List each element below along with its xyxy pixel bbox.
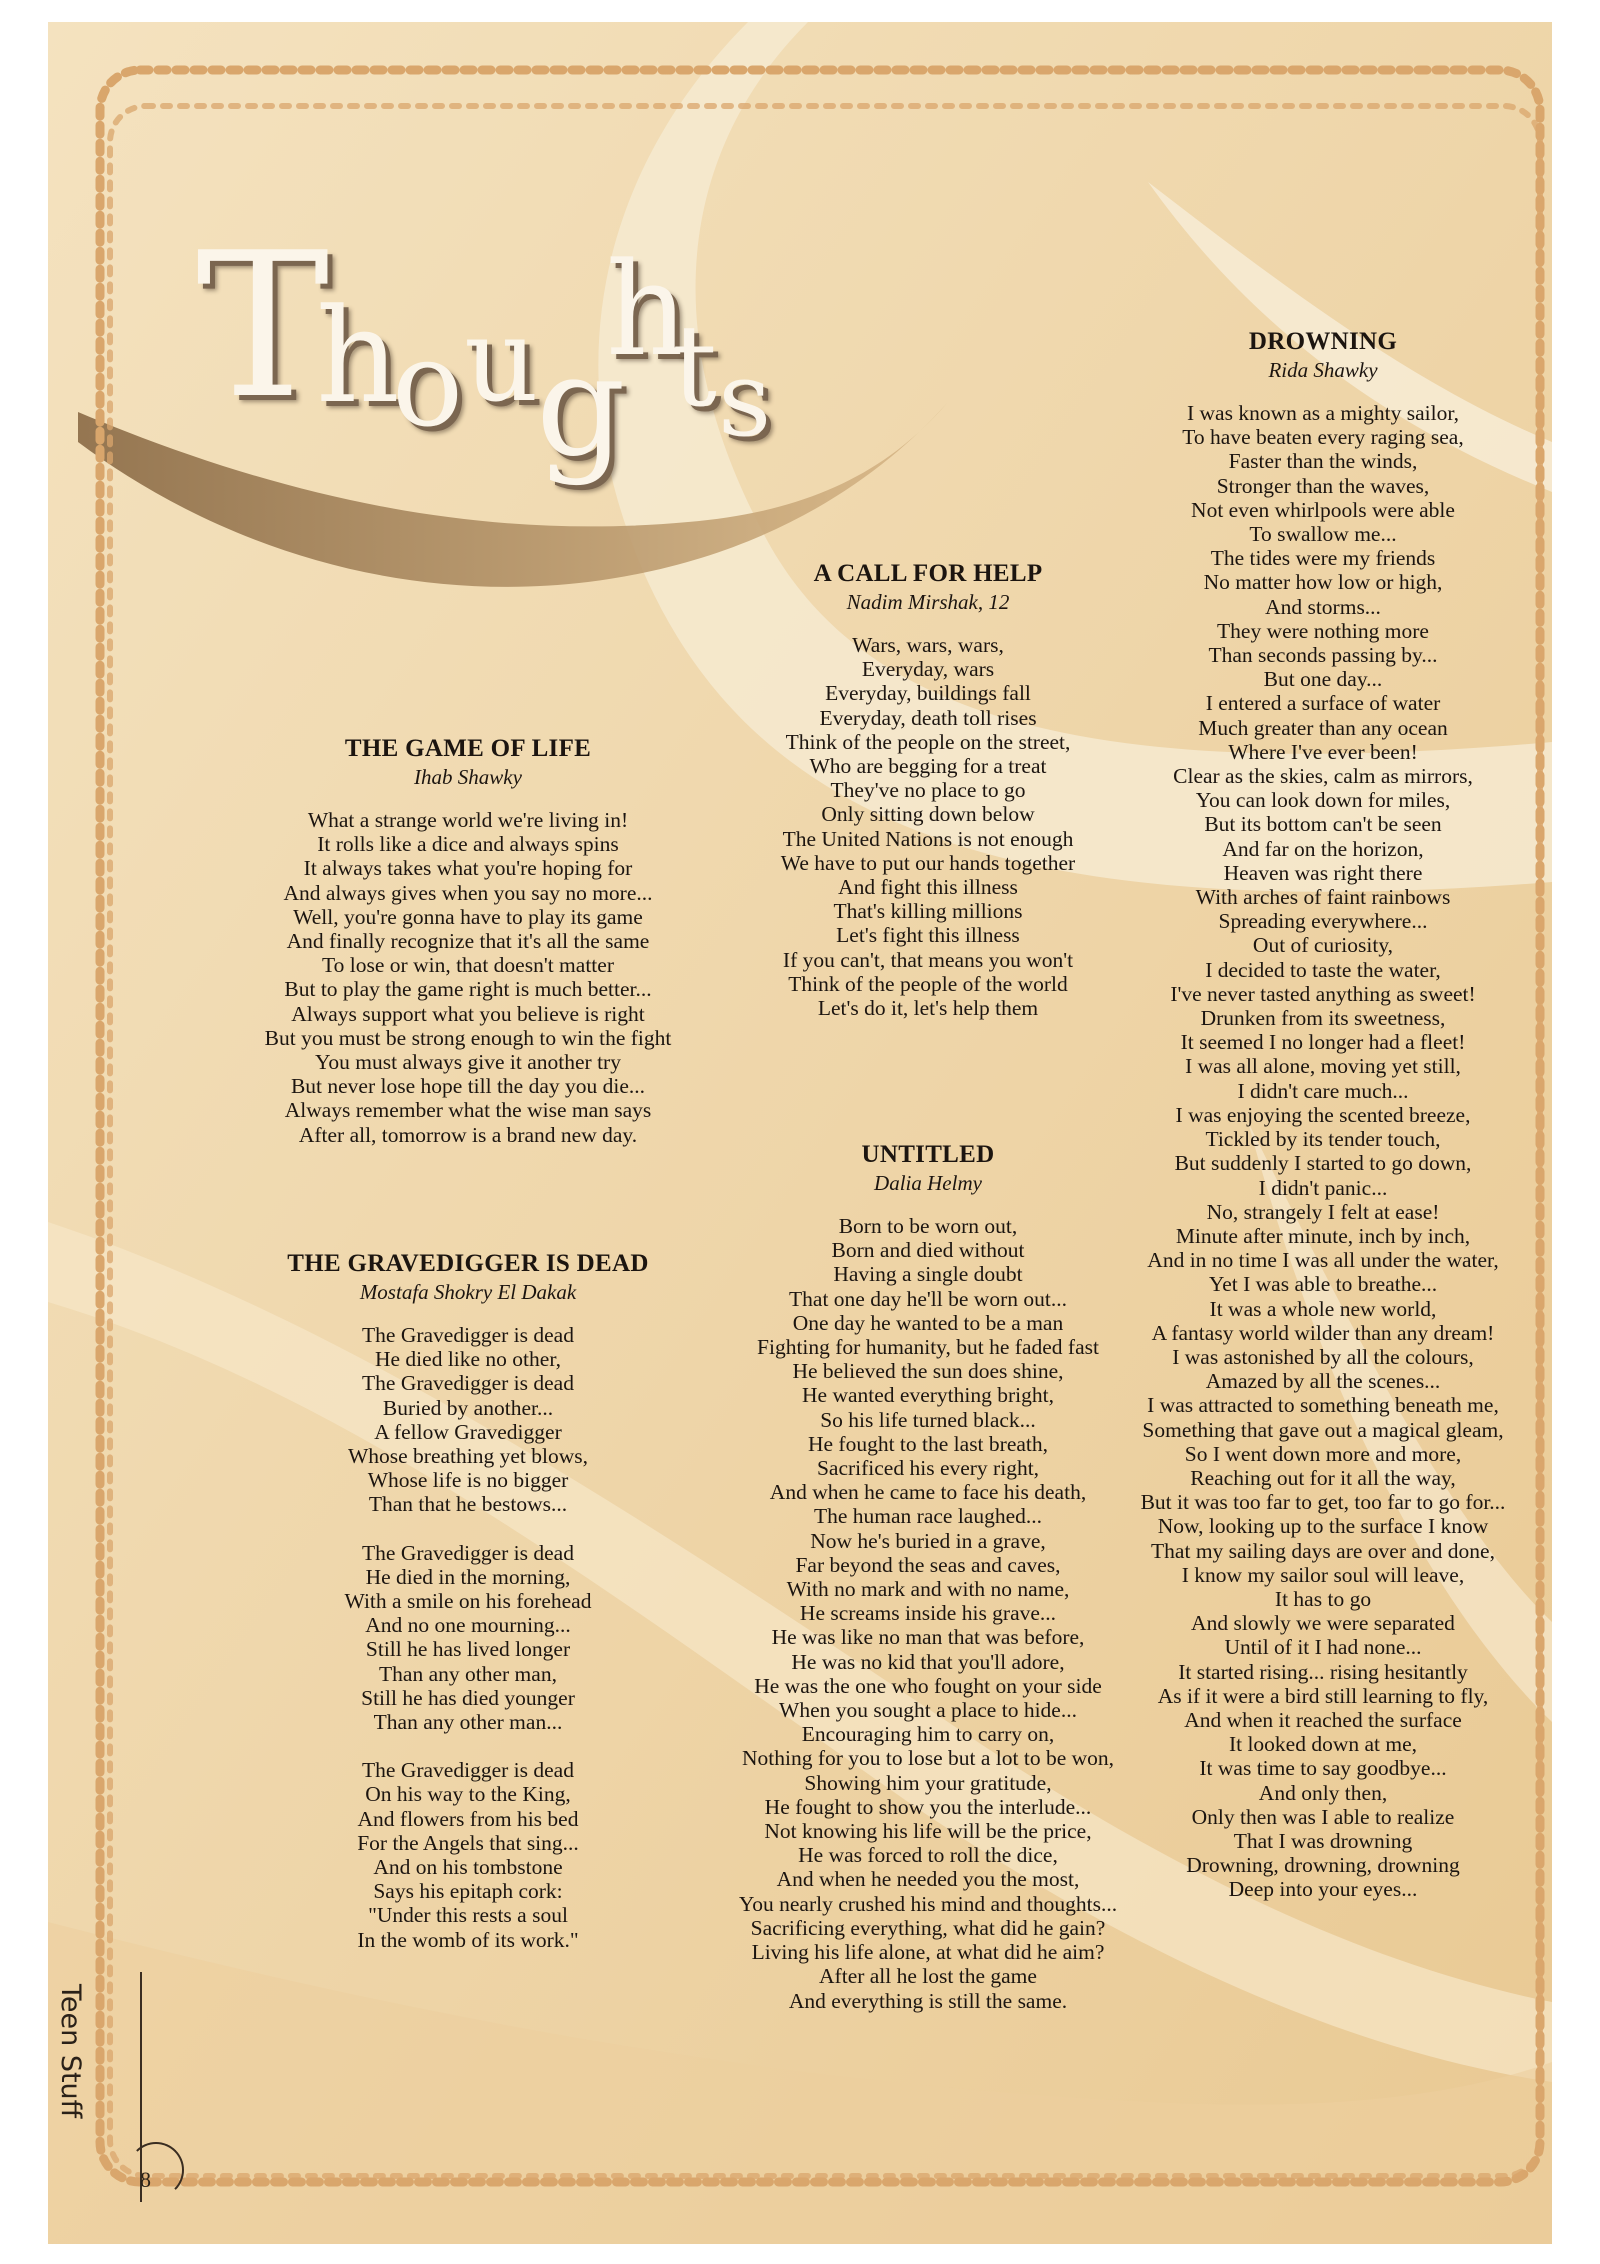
poem-line: If you can't, that means you won't	[782, 947, 1074, 972]
poem-line: No matter how low or high,	[1203, 570, 1443, 595]
poem-lines	[1098, 401, 1548, 1902]
magazine-name: Teen Stuff	[55, 1984, 86, 2119]
poem-line: Encouraging him to carry on,	[801, 1722, 1055, 1747]
poem-line: He died in the morning,	[365, 1564, 571, 1589]
poem-line: To have beaten every raging sea,	[1182, 425, 1464, 450]
poem-line: He died like no other,	[374, 1347, 561, 1372]
poem-line: Still he has lived longer	[365, 1637, 571, 1662]
poem-line: The Gravedigger is dead	[362, 1371, 574, 1396]
poem-line: So his life turned black...	[820, 1407, 1036, 1432]
poem-line: Everyday, buildings fall	[825, 681, 1031, 706]
poem-line: And flowers from his bed	[357, 1806, 579, 1831]
poem-line: Now, looking up to the surface I know	[1157, 1514, 1489, 1539]
poem-line: Buried by another...	[382, 1395, 554, 1420]
poem-line: It always takes what you're hoping for	[303, 856, 633, 881]
poem-line: To swallow me...	[1249, 522, 1397, 547]
poem-line: Always support what you believe is right	[291, 1001, 645, 1026]
poem-line: Think of the people on the street,	[785, 729, 1071, 754]
title-letter-2: h	[316, 280, 400, 432]
poem-title: A CALL FOR HELP	[813, 560, 1043, 587]
poem-line: And storms...	[1265, 594, 1381, 619]
poem-line: Fighting for humanity, but he faded fast	[757, 1335, 1099, 1360]
poem-line: Still he has died younger	[361, 1685, 575, 1710]
poem-line: Always remember what the wise man says	[284, 1098, 652, 1123]
poem-line: Sacrificed his every right,	[816, 1456, 1040, 1481]
poem-line: They've no place to go	[830, 778, 1026, 803]
poem-line: Having a single doubt	[833, 1262, 1023, 1287]
poem-line: Everyday, wars	[861, 657, 995, 682]
poem-line: I didn't care much...	[1237, 1078, 1409, 1103]
poem-line: It started rising... rising hesitantly	[1178, 1659, 1468, 1684]
poem-line: That my sailing days are over and done,	[1151, 1538, 1495, 1563]
poem-line: They were nothing more	[1217, 618, 1429, 643]
poem-line: The tides were my friends	[1210, 546, 1436, 571]
poem-line: Amazed by all the scenes...	[1205, 1369, 1441, 1394]
poem-line: Only then was I able to realize	[1191, 1804, 1455, 1829]
poem-line: Everyday, death toll rises	[819, 705, 1037, 730]
poem-line: To lose or win, that doesn't matter	[322, 953, 614, 978]
poem-line: A fantasy world wilder than any dream!	[1151, 1320, 1495, 1345]
poem-line: The Gravedigger is dead	[362, 1323, 574, 1347]
poem-line: He screams inside his grave...	[799, 1601, 1057, 1626]
title-letter-6: h	[606, 236, 689, 385]
poem-line: Wars, wars, wars,	[852, 633, 1004, 657]
poem-line: Not knowing his life will be the price,	[764, 1819, 1092, 1844]
poem-line: And no one mourning...	[365, 1613, 571, 1638]
poem-line: With a smile on his forehead	[344, 1589, 592, 1614]
poem-line: Sacrificing everything, what did he gain?	[750, 1915, 1106, 1940]
poem-line: I entered a surface of water	[1205, 691, 1441, 716]
poem-line: Stronger than the waves,	[1216, 473, 1430, 498]
poem-line: He was forced to roll the dice,	[798, 1843, 1058, 1868]
magazine-page	[48, 22, 1552, 2244]
poem-line: I was enjoying the scented breeze,	[1175, 1102, 1471, 1127]
poem-line: After all, tomorrow is a brand new day.	[298, 1122, 638, 1147]
poem-line: That's killing millions	[833, 899, 1023, 924]
poem-line: It has to go	[1274, 1586, 1372, 1611]
poem-line: He was no kid that you'll adore,	[791, 1649, 1065, 1674]
poem-line: Reaching out for it all the way,	[1190, 1465, 1456, 1490]
poem-line: A fellow Gravedigger	[374, 1419, 562, 1444]
poem-line: But its bottom can't be seen	[1204, 812, 1442, 837]
poem-line: And when he came to face his death,	[769, 1480, 1087, 1505]
poem-title: THE GAME OF LIFE	[344, 735, 592, 762]
poem-line: With no mark and with no name,	[786, 1577, 1070, 1602]
poem-line: Drowning, drowning, drowning	[1186, 1853, 1460, 1878]
poem-line: But suddenly I started to go down,	[1174, 1151, 1472, 1176]
poem-line: Faster than the winds,	[1228, 449, 1418, 474]
poem-line: Out of curiosity,	[1252, 933, 1394, 958]
title-letter-3: o	[392, 315, 464, 453]
title-letter-8: s	[718, 338, 772, 460]
poem-line: Than any other man,	[379, 1661, 557, 1686]
poem-line: He was the one who fought on your side	[754, 1673, 1102, 1698]
poem-line: Much greater than any ocean	[1198, 715, 1448, 740]
poem-line: But never lose hope till the day you die...	[290, 1074, 646, 1099]
poem-title: DROWNING	[1248, 328, 1398, 355]
poem-line: Something that gave out a magical gleam,	[1142, 1417, 1504, 1442]
poem-line: In the womb of its work."	[357, 1927, 579, 1952]
poem-line: Until of it I had none...	[1224, 1635, 1422, 1660]
poem-line: Far beyond the seas and caves,	[795, 1552, 1061, 1577]
poem-line: But to play the game right is much better...	[284, 977, 652, 1002]
page-number: 8	[140, 2167, 151, 2192]
poem-line: "Under this rests a soul	[368, 1903, 568, 1928]
poem-line: He fought to the last breath,	[807, 1431, 1049, 1456]
poem-line: And in no time I was all under the water,	[1147, 1248, 1499, 1273]
poem-line: I was attracted to something beneath me,	[1147, 1393, 1499, 1418]
poem-line: But you must be strong enough to win the fight	[264, 1025, 672, 1050]
poem-line: He believed the sun does shine,	[792, 1359, 1064, 1384]
poem-author: Nadim Mirshak, 12	[846, 590, 1010, 614]
poem-drowning	[1098, 327, 1548, 1902]
poem-line: And always gives when you say no more...	[283, 880, 653, 905]
poem-line: But one day...	[1263, 667, 1383, 692]
poem-line: With arches of faint rainbows	[1195, 885, 1451, 910]
poem-line: It rolls like a dice and always spins	[317, 832, 619, 857]
poem-line: Than that he bestows...	[368, 1492, 568, 1517]
poem-line: Than seconds passing by...	[1208, 643, 1438, 668]
poem-line: For the Angels that sing...	[357, 1830, 579, 1855]
title-letter-4: u	[464, 293, 539, 428]
poem-line: On his way to the King,	[365, 1782, 571, 1807]
poem-line: Showing him your gratitude,	[804, 1770, 1052, 1795]
poem-line: And everything is still the same.	[788, 1988, 1068, 2013]
poem-line: Not even whirlpools were able	[1191, 497, 1455, 522]
poem-line: I know my sailor soul will leave,	[1181, 1562, 1465, 1587]
poem-line: Whose life is no bigger	[367, 1468, 569, 1493]
poem-line: It looked down at me,	[1228, 1732, 1418, 1757]
poem-line: Nothing for you to lose but a lot to be won,	[741, 1746, 1115, 1771]
poem-line: I've never tasted anything as sweet!	[1170, 981, 1476, 1006]
poem-line: Tickled by its tender touch,	[1205, 1127, 1441, 1152]
poem-line: Well, you're gonna have to play its game	[293, 904, 643, 929]
poem-line: Drunken from its sweetness,	[1200, 1006, 1446, 1031]
poem-line: I decided to taste the water,	[1205, 957, 1441, 982]
poem-line: It was time to say goodbye...	[1199, 1756, 1447, 1781]
page-number-ring	[128, 2142, 184, 2198]
poem-line: He wanted everything bright,	[802, 1383, 1054, 1408]
poem-line: Let's do it, let's help them	[817, 996, 1039, 1021]
poem-the-game-of-life	[198, 734, 738, 1147]
poem-line: And fight this illness	[838, 875, 1018, 900]
poem-line: But it was too far to get, too far to go for...	[1140, 1490, 1506, 1515]
poem-line: Born to be worn out,	[838, 1214, 1018, 1238]
poem-line: Living his life alone, at what did he aim?	[751, 1940, 1105, 1965]
poem-line: Heaven was right there	[1223, 860, 1423, 885]
poem-line: After all he lost the game	[819, 1964, 1037, 1989]
poem-line: And finally recognize that it's all the same	[286, 929, 650, 954]
poem-line: I was known as a mighty sailor,	[1186, 401, 1460, 425]
poem-line: It seemed I no longer had a fleet!	[1180, 1030, 1466, 1055]
poem-line: Minute after minute, inch by inch,	[1175, 1223, 1471, 1248]
poem-title: UNTITLED	[861, 1141, 995, 1168]
poem-line: So I went down more and more,	[1184, 1441, 1462, 1466]
poem-line: Who are begging for a treat	[809, 754, 1047, 779]
poem-line: You must always give it another try	[315, 1050, 621, 1075]
poem-line: Than any other man...	[373, 1710, 563, 1735]
poem-line: And only then,	[1258, 1780, 1388, 1805]
poem-line: Spreading everywhere...	[1218, 909, 1428, 934]
poem-line: Think of the people of the world	[788, 971, 1068, 996]
poem-line: And far on the horizon,	[1222, 836, 1424, 861]
poem-line: And slowly we were separated	[1191, 1611, 1455, 1636]
poem-line: I was astonished by all the colours,	[1172, 1344, 1474, 1369]
poem-line: Born and died without	[831, 1238, 1025, 1263]
title-letter-1: T	[196, 210, 330, 443]
poem-line: And when it reached the surface	[1184, 1707, 1462, 1732]
poem-line: Whose breathing yet blows,	[347, 1444, 589, 1469]
poem-author: Rida Shawky	[1268, 358, 1378, 382]
poem-line: Only sitting down below	[821, 802, 1035, 827]
poem-line: Where I've ever been!	[1228, 739, 1418, 764]
poem-author: Ihab Shawky	[414, 765, 522, 789]
poem-line: I was all alone, moving yet still,	[1185, 1054, 1461, 1079]
poem-line: What a strange world we're living in!	[307, 808, 629, 832]
poem-line: You nearly crushed his mind and thoughts...	[738, 1891, 1118, 1916]
poem-line: Now he's buried in a grave,	[810, 1528, 1046, 1553]
poem-line: The United Nations is not enough	[782, 826, 1074, 851]
poem-author: Mostafa Shokry El Dakak	[359, 1280, 577, 1304]
poem-author: Dalia Helmy	[874, 1171, 982, 1195]
poem-line: Clear as the skies, calm as mirrors,	[1173, 764, 1473, 789]
poem-line: The Gravedigger is dead	[362, 1540, 574, 1565]
poem-line: Deep into your eyes...	[1228, 1877, 1418, 1902]
poem-title: THE GRAVEDIGGER IS DEAD	[287, 1250, 649, 1277]
poem-line: I didn't panic...	[1258, 1175, 1388, 1200]
poem-line: And on his tombstone	[373, 1855, 563, 1880]
poem-line: You can look down for miles,	[1195, 788, 1451, 813]
poem-line: We have to put our hands together	[780, 850, 1076, 875]
poem-line: One day he wanted to be a man	[792, 1310, 1064, 1335]
poem-line: He was like no man that was before,	[771, 1625, 1085, 1650]
poem-line: No, strangely I felt at ease!	[1206, 1199, 1440, 1224]
poem-line: The Gravedigger is dead	[362, 1758, 574, 1783]
poem-line: It was a whole new world,	[1209, 1296, 1437, 1321]
poem-line: He fought to show you the interlude...	[764, 1794, 1092, 1819]
title-letter-5: g	[536, 325, 626, 488]
poem-line: And when he needed you the most,	[776, 1867, 1080, 1892]
poem-lines	[198, 808, 738, 1147]
poem-line: That one day he'll be worn out...	[789, 1286, 1067, 1311]
poem-line: As if it were a bird still learning to fly,	[1157, 1683, 1489, 1708]
poem-line: That I was drowning	[1233, 1828, 1413, 1853]
poem-line: Says his epitaph cork:	[373, 1879, 563, 1904]
poem-line: The human race laughed...	[813, 1504, 1043, 1529]
poem-line: Yet I was able to breathe...	[1208, 1272, 1438, 1297]
title-letter-7: t	[672, 302, 718, 432]
poem-line: Let's fight this illness	[836, 923, 1020, 948]
poem-line: When you sought a place to hide...	[779, 1698, 1077, 1723]
